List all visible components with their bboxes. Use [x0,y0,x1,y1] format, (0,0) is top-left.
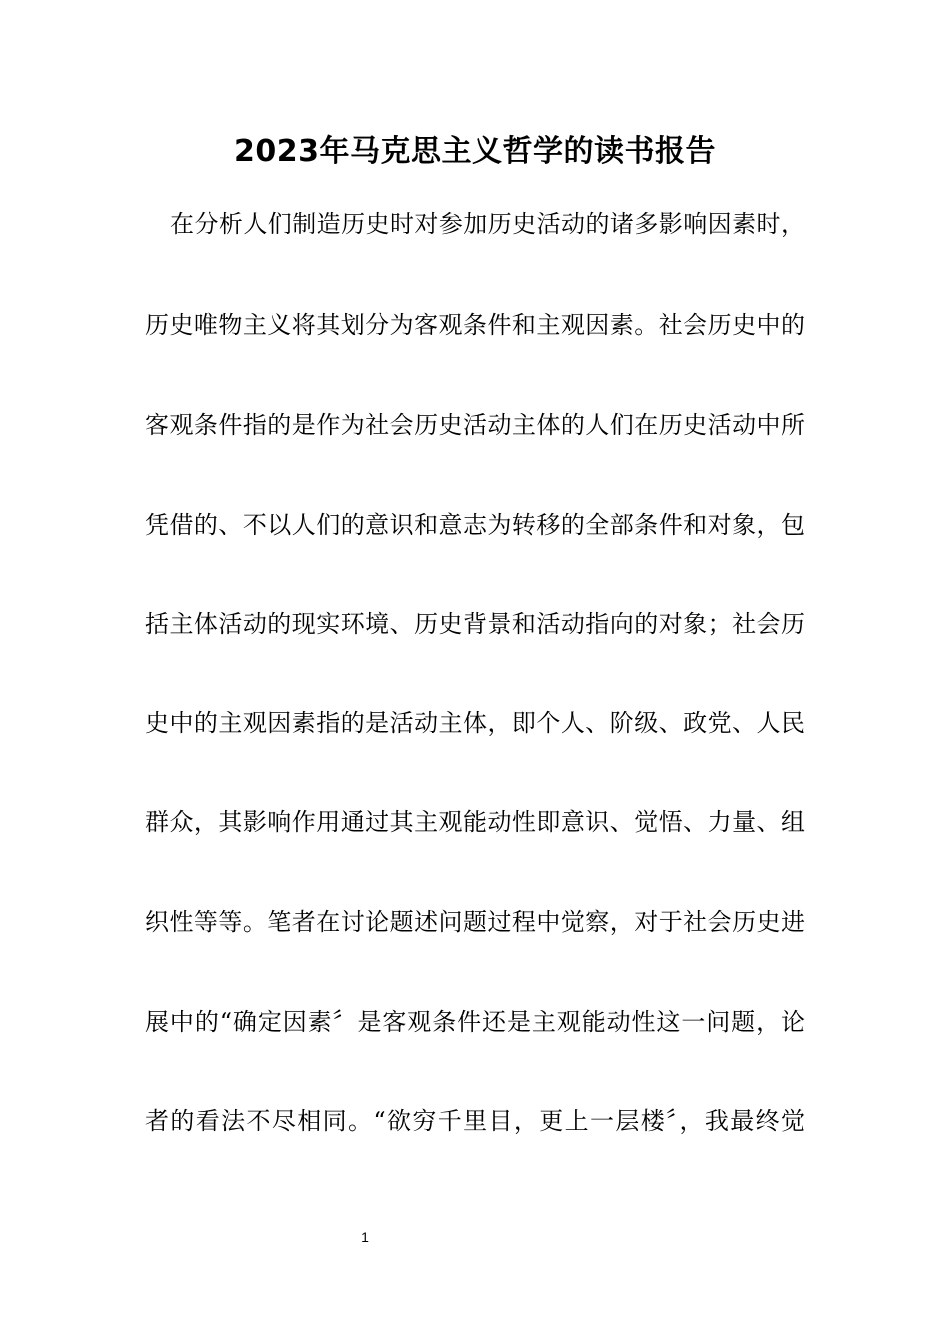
page-number: 1 [361,1229,369,1245]
paragraph-line: 括主体活动的现实环境、历史背景和活动指向的对象；社会历 [145,610,805,638]
document-title: 2023年马克思主义哲学的读书报告 [234,134,716,169]
paragraph-line: 者的看法不尽相同。“欲穷千里目，更上一层楼〞，我最终觉 [145,1107,805,1135]
paragraph-line: 在分析人们制造历史时对参加历史活动的诸多影响因素时， [170,210,805,238]
paragraph-line: 织性等等。笔者在讨论题述问题过程中觉察，对于社会历史进 [145,908,805,936]
paragraph-line: 历史唯物主义将其划分为客观条件和主观因素。社会历史中的 [145,311,805,339]
paragraph-line: 史中的主观因素指的是活动主体，即个人、阶级、政党、人民 [145,709,805,737]
paragraph-line: 展中的“确定因素〞是客观条件还是主观能动性这一问题，论 [145,1008,805,1036]
paragraph-line: 客观条件指的是作为社会历史活动主体的人们在历史活动中所 [145,411,805,439]
paragraph-line: 凭借的、不以人们的意识和意志为转移的全部条件和对象，包 [145,511,805,539]
paragraph-line: 群众，其影响作用通过其主观能动性即意识、觉悟、力量、组 [145,808,805,836]
